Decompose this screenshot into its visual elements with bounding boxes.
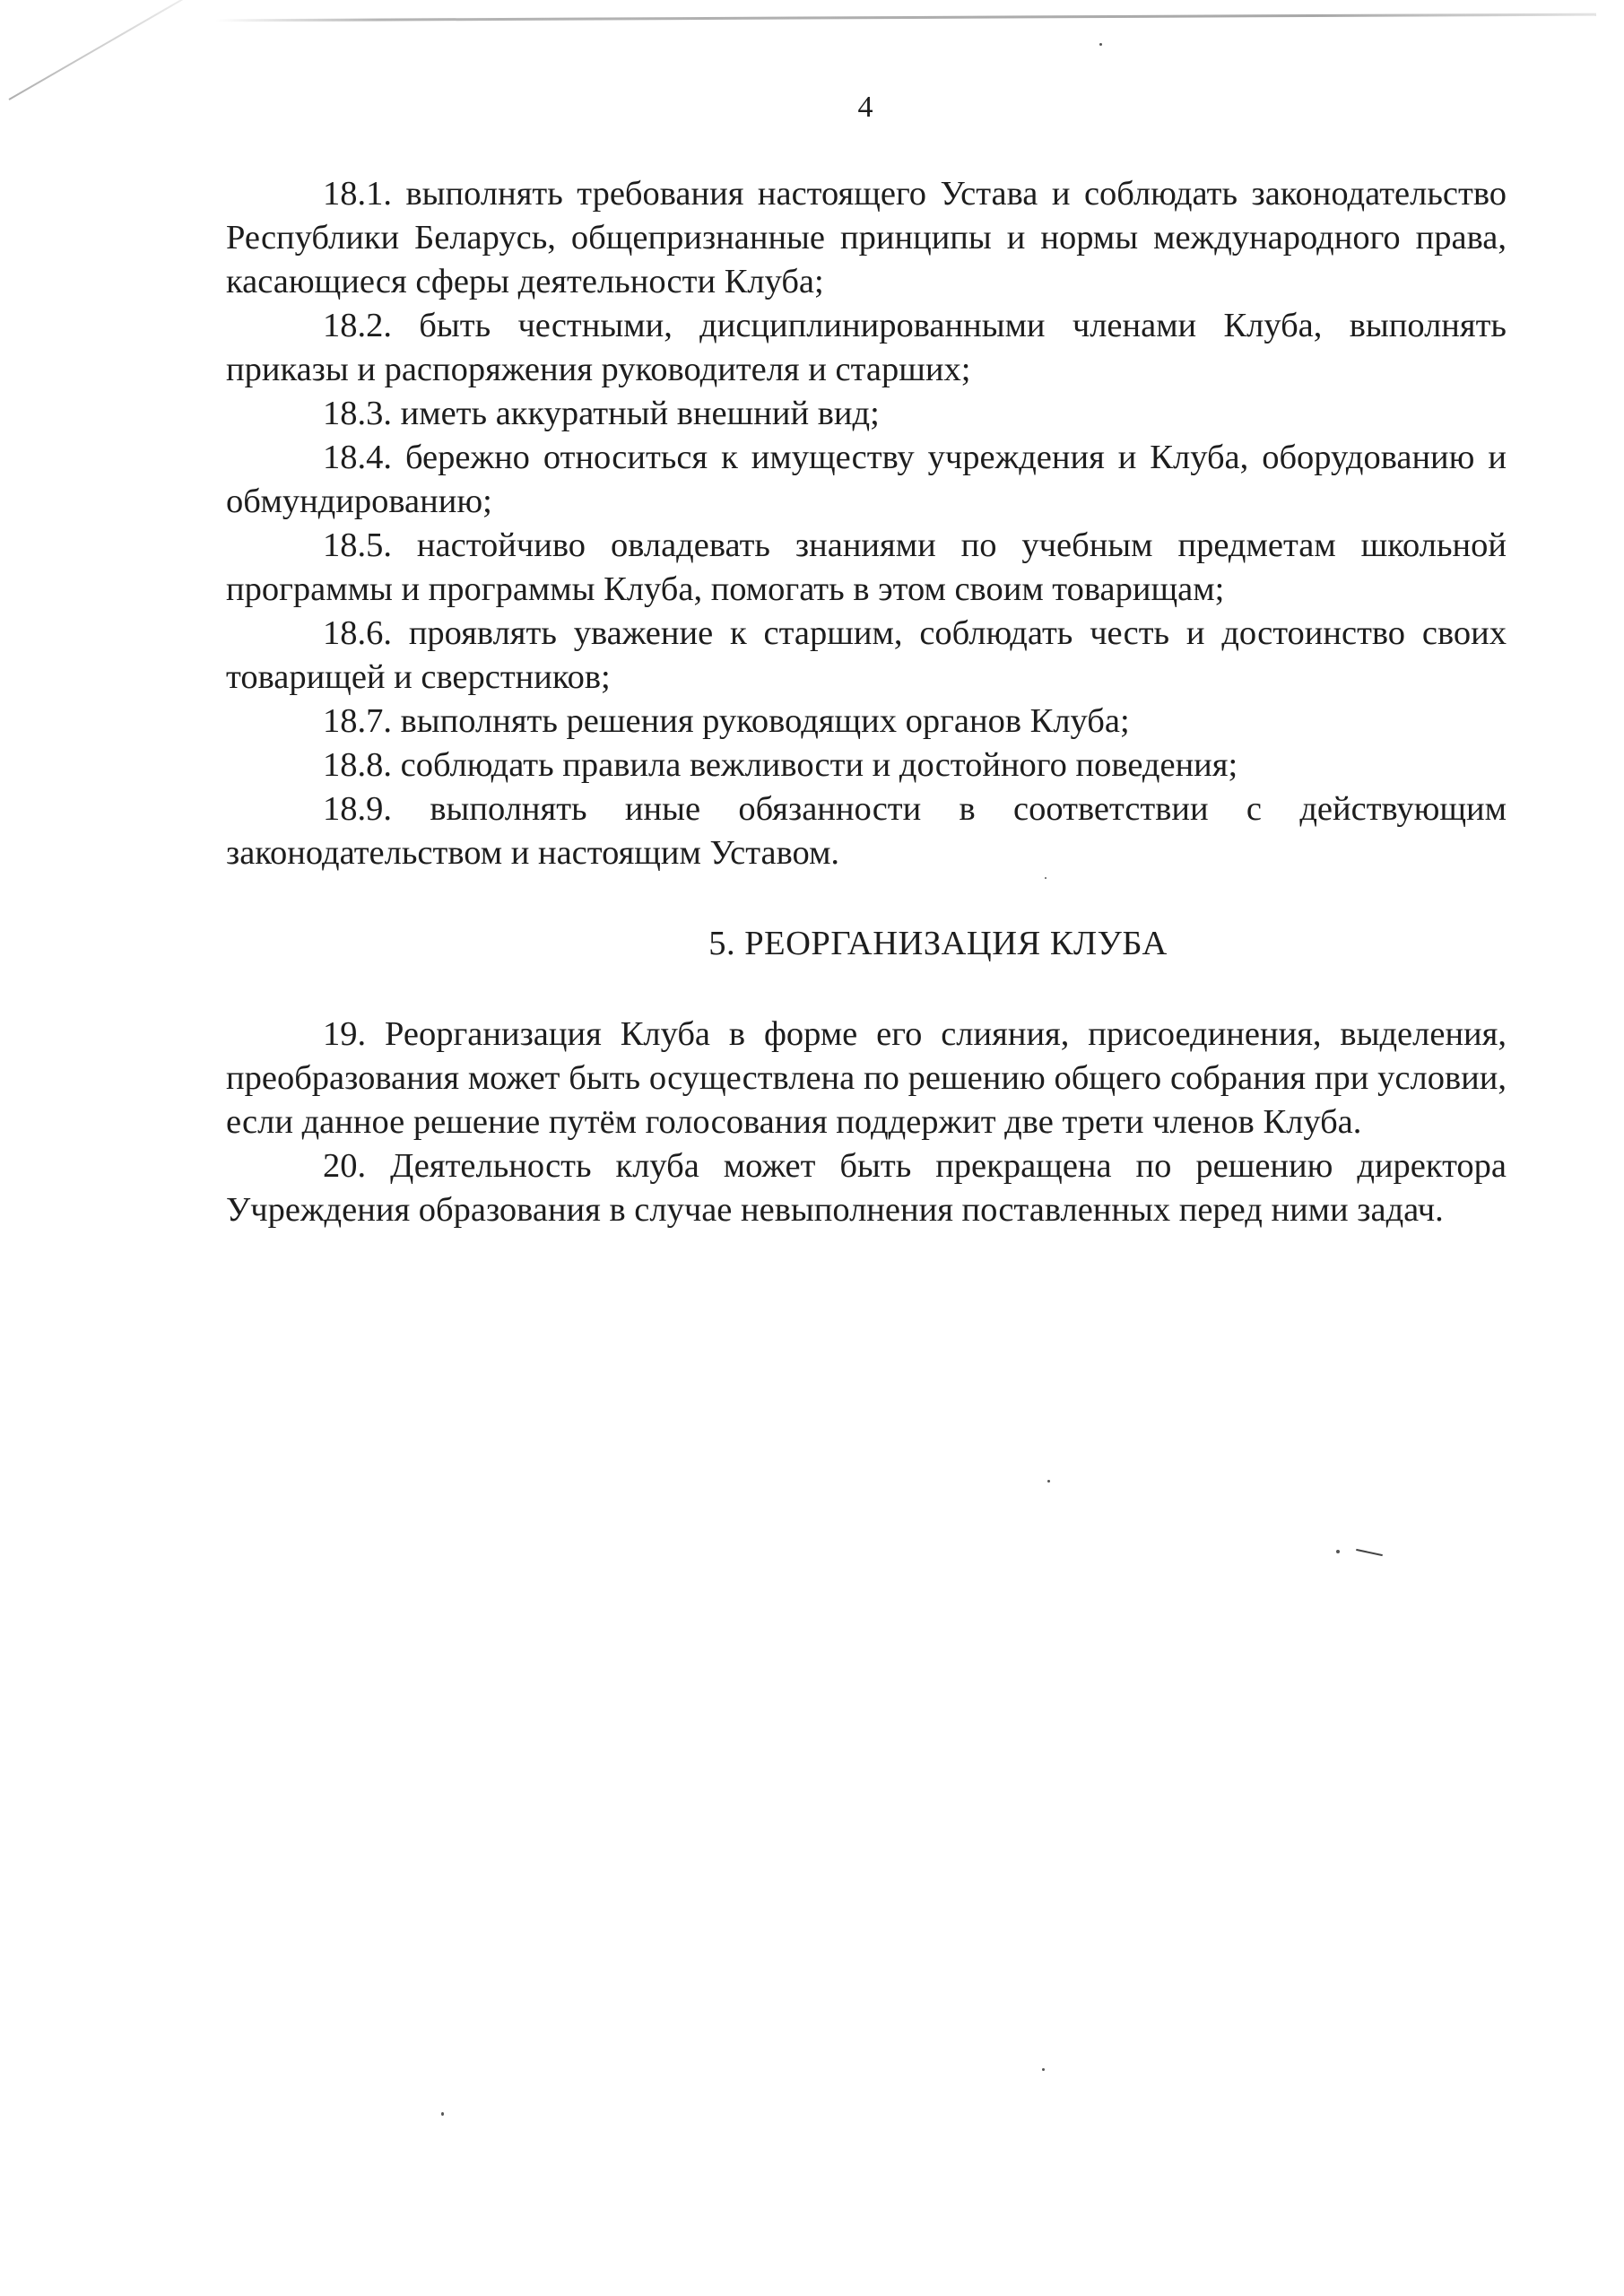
- page-number: 4: [857, 91, 873, 124]
- document-body: [226, 172, 1507, 1232]
- scan-speck: [1099, 43, 1102, 46]
- scan-edge-corner: [9, 0, 204, 100]
- paragraph-18-5: 18.5. настойчиво овладевать знаниями по учебным предметам школьной программы и программы Клуба, помогать в этом своим товарищам;: [226, 526, 1507, 608]
- paragraph-19: 19. Реорганизация Клуба в форме его слияния, присоединения, выделения, преобразования может быть осуществлена по решению общего собрания при условии, если данное решение путём голосования поддержит две трети членов Клуба.: [226, 1015, 1507, 1141]
- paragraph-18-2: 18.2. быть честными, дисциплинированными членами Клуба, выполнять приказы и распоряжения руководителя и старших;: [226, 307, 1507, 388]
- scan-speck: [441, 2112, 444, 2116]
- paragraph-18-4: 18.4. бережно относиться к имуществу учреждения и Клуба, оборудованию и обмундированию;: [226, 439, 1507, 520]
- paragraph-20: 20. Деятельность клуба может быть прекращена по решению директора Учреждения образования в случае невыполнения поставленных перед ними задач.: [226, 1147, 1507, 1229]
- paragraph-18-7: 18.7. выполнять решения руководящих органов Клуба;: [323, 702, 1130, 740]
- scan-speck: [1047, 1480, 1050, 1483]
- scan-speck: [1042, 2068, 1045, 2071]
- paragraph-18-8: 18.8. соблюдать правила вежливости и достойного поведения;: [323, 746, 1238, 784]
- paragraph-18-6: 18.6. проявлять уважение к старшим, соблюдать честь и достоинство своих товарищей и сверстников;: [226, 614, 1507, 696]
- scan-speck: [1336, 1550, 1340, 1553]
- scan-speck: [1045, 877, 1046, 879]
- scan-mark: [1356, 1549, 1383, 1556]
- section-heading: 5. РЕОРГАНИЗАЦИЯ КЛУБА: [708, 925, 1168, 962]
- scan-edge-top: [215, 13, 1596, 22]
- paragraph-18-3: 18.3. иметь аккуратный внешний вид;: [323, 395, 880, 432]
- paragraph-18-9: 18.9. выполнять иные обязанности в соответствии с действующим законодательством и настоящим Уставом.: [226, 790, 1507, 872]
- paragraph-18-1: 18.1. выполнять требования настоящего Устава и соблюдать законодательство Республики Беларусь, общепризнанные принципы и нормы международного права, касающиеся сферы деятельности Клуба;: [226, 175, 1507, 300]
